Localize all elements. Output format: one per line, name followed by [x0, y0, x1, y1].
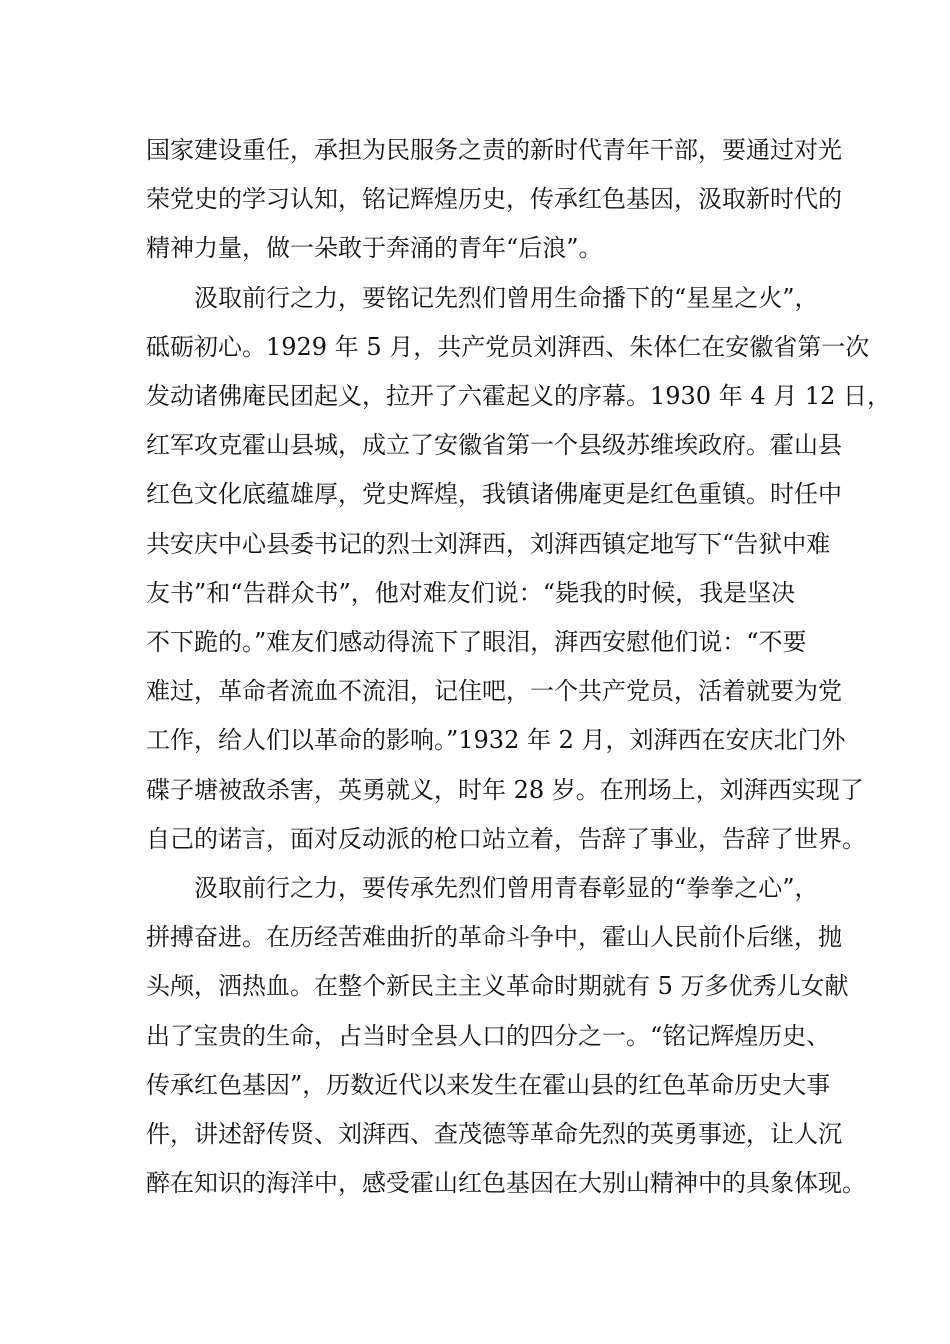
- document-body: [146, 126, 892, 1208]
- text-line: 工作，给人们以革命的影响。”1932 年 2 月，刘湃西在安庆北门外: [146, 726, 846, 755]
- text-line: 砥砺初心。1929 年 5 月，共产党员刘湃西、朱体仁在安徽省第一次: [146, 332, 870, 361]
- text-line: 友书”和“告群众书”，他对难友们说：“毙我的时候，我是坚决: [146, 578, 796, 607]
- text-line: 头颅，洒热血。在整个新民主主义革命时期就有 5 万多优秀儿女献: [146, 972, 849, 1001]
- text-line: 红军攻克霍山县城，成立了安徽省第一个县级苏维埃政府。霍山县: [146, 431, 842, 460]
- paragraph-3: [146, 864, 866, 1208]
- text-line: 出了宝贵的生命，占当时全县人口的四分之一。“铭记辉煌历史、: [146, 1021, 831, 1050]
- text-line: 碟子塘被敌杀害，英勇就义，时年 28 岁。在刑场上，刘湃西实现了: [146, 775, 864, 804]
- text-line: 拼搏奋进。在历经苦难曲折的革命斗争中，霍山人民前仆后继，抛: [146, 923, 842, 952]
- text-line: 自己的诺言，面对反动派的枪口站立着，告辞了事业，告辞了世界。: [146, 824, 866, 853]
- text-line: 醉在知识的海洋中，感受霍山红色基因在大别山精神中的具象体现。: [146, 1169, 866, 1198]
- text-line: 发动诸佛庵民团起义，拉开了六霍起义的序幕。1930 年 4 月 12 日，: [146, 382, 892, 411]
- text-line: 汲取前行之力，要传承先烈们曾用青春彰显的“拳拳之心”，: [194, 874, 819, 903]
- text-line: 红色文化底蕴雄厚，党史辉煌，我镇诸佛庵更是红色重镇。时任中: [146, 480, 842, 509]
- text-line: 难过，革命者流血不流泪，记住吧，一个共产党员，活着就要为党: [146, 677, 842, 706]
- text-line: 国家建设重任，承担为民服务之责的新时代青年干部，要通过对光: [146, 136, 842, 164]
- paragraph-1: [146, 126, 842, 274]
- text-line: 件，讲述舒传贤、刘湃西、查茂德等革命先烈的英勇事迹，让人沉: [146, 1120, 842, 1149]
- text-line: 传承红色基因”，历数近代以来发生在霍山县的红色革命历史大事: [146, 1070, 831, 1099]
- text-line: 汲取前行之力，要铭记先烈们曾用生命播下的“星星之火”，: [194, 283, 819, 312]
- text-line: 不下跪的。”难友们感动得流下了眼泪，湃西安慰他们说：“不要: [146, 628, 807, 657]
- text-line: 荣党史的学习认知，铭记辉煌历史，传承红色基因，汲取新时代的: [146, 185, 842, 214]
- text-line: 共安庆中心县委书记的烈士刘湃西，刘湃西镇定地写下“告狱中难: [146, 529, 831, 558]
- paragraph-2: [146, 274, 892, 864]
- text-line: 精神力量，做一朵敢于奔涌的青年“后浪”。: [146, 234, 603, 263]
